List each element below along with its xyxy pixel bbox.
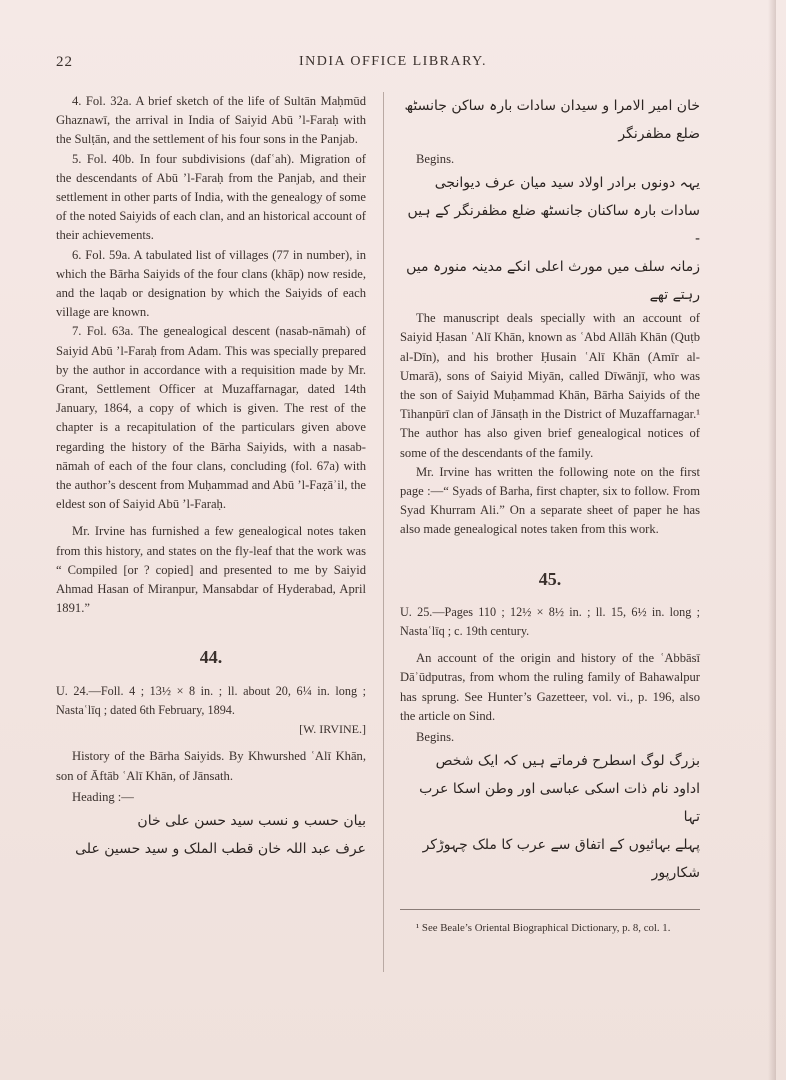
begins-label-1: Begins. <box>416 152 455 166</box>
right-column <box>400 92 700 936</box>
running-header <box>0 54 786 74</box>
item-5-paragraph: 5. Fol. 40b. In four subdivisions (dafʿah). Migration of the descendants of Abū ’l-Faraḥ from the Panjab, and their settlement in other parts of India, with the genealogy of some of the noted Saiyids of each clan, and an historical account of their achievements. <box>56 151 366 243</box>
catalog-line-u24: U. 24.—Foll. 4 ; 13½ × 8 in. ; ll. about 20, 6¼ in. long ; Nastaʿlīq ; dated 6th February, 1894. <box>56 683 366 717</box>
running-title: INDIA OFFICE LIBRARY. <box>299 54 487 69</box>
contributor-signature: [W. IRVINE.] <box>299 722 366 737</box>
entry-45-description: An account of the origin and history of the ʿAbbāsī Dāʾūdputras, from whom the ruling family of Bahawalpur has sprung. See Hunter’s Gazetteer, vol. vi., p. 196, also the article on Sind. <box>400 651 700 723</box>
item-6-paragraph: 6. Fol. 59a. A tabulated list of villages (77 in number), in which the Bārha Saiyids of the four clans (khāp) now reside, and the laqab or designation by which the Saiyids of each village are known. <box>56 247 366 320</box>
urdu-heading-line-2: عرف عبد اللہ خان قطب الملک و سید حسین علی <box>75 840 366 857</box>
urdu-heading-line-1: بیان حسب و نسب سید حسن علی خان <box>137 812 366 829</box>
begins-label-2: Begins. <box>416 730 455 745</box>
urdu-continued-line-1: خان امیر الامرا و سیدان سادات بارہ ساکن جانسٹھ <box>404 98 700 114</box>
entry-44-description: History of the Bārha Saiyids. By Khwurshed ʿAlī Khān, son of Āftāb ʿAlī Khān, of Jānsath. <box>56 749 366 783</box>
heading-label: Heading :— <box>72 789 134 804</box>
urdu-continued-line-2: ضلع مظفرنگر <box>618 126 700 142</box>
footnote: ¹ See Beale’s Oriental Biographical Dictionary, p. 8, col. 1. <box>416 922 671 935</box>
footnote-rule <box>400 909 700 910</box>
page-edge-shadow <box>768 0 776 1080</box>
item-7-paragraph: 7. Fol. 63a. The genealogical descent (nasab-nāmah) of Saiyid Abū ’l-Faraḥ from Adam. This was specially prepared by the author in accordance with a requisition made by Mr. Grant, Settlement Officer at Muzaffarnagar, dated 14th January, 1864, a copy of which is given. The rest of the chapter is a recapitulation of the particulars given above regarding the history of the Bārha Saiyids, with a nasab-nāmah of each of the four clans, concluding (fol. 67a) with the author’s descent from Muḥammad and Abū ’l-Faẓāʾil, the eldest son of Saiyid Abū ’l-Faraḥ. <box>56 324 366 512</box>
column-divider <box>383 92 384 972</box>
page-number: 22 <box>56 54 73 70</box>
urdu-begins-line-1: یہہ دونوں برادر اولاد سید میان عرف دیوانجی <box>434 175 700 192</box>
urdu-begins-line-4: رہتے تھے <box>649 287 700 304</box>
irvine-first-page-note: Mr. Irvine has written the following note on the first page :—“ Syads of Barha, first chapter, six to follow. From Syad Khurram Ali.” On a separate sheet of paper he has also made genealogical notes taken from this work. <box>400 464 700 537</box>
urdu-begins-line-3: زمانہ سلف میں مورث اعلی انکے مدینہ منورہ میں <box>406 259 700 276</box>
urdu-begins-line-2: سادات بارہ ساکنان جانسٹھ ضلع مظفرنگر کے ہیں - <box>407 203 700 248</box>
entry-number-44: 44. <box>199 647 223 668</box>
urdu-begins2-line-2: اداود نام ذات اسکی عباسی اور وطن اسکا عرب تہا <box>419 781 700 826</box>
left-column <box>56 92 366 863</box>
manuscript-account-paragraph: The manuscript deals specially with an account of Saiyid Ḥasan ʿAlī Khān, known as ʿAbd Allāh Khān (Quṭb al-Dīn), and his brother Ḥusain ʿAlī Khān (Amīr al-Umarā), sons of Saiyid Miyān, called Dīwānjī, who was the son of Saiyid Muḥammad Khān, Bārha Saiyids of the Tihanpūrī clan of Jānsaṭh in the District of Muzaffarnagar.¹ The author has also given brief genealogical notices of some of the descendants of the family. <box>400 311 700 460</box>
irvine-note-paragraph: Mr. Irvine has furnished a few genealogical notes taken from this history, and states on the fly-leaf that the work was “ Compiled [or ? copied] and presented to me by Saiyid Ahmad Hasan of Miranpur, Mansabdar of Hyderabad, April 1891.” <box>56 524 366 616</box>
urdu-begins2-line-3: پہلے بہائیوں کے اتفاق سے عرب کا ملک چہوڑکر شکارپور <box>422 837 700 882</box>
item-4-paragraph: 4. Fol. 32a. A brief sketch of the life of Sultān Maḥmūd Ghaznawī, the arrival in India of Saiyid Abū ’l-Faraḥ with the Sulṭān, and the settlement of his four sons in the Panjab. <box>56 94 366 147</box>
entry-number-45: 45. <box>538 568 562 589</box>
urdu-begins2-line-1: بزرگ لوگ اسطرح فرماتے ہیں کہ ایک شخص <box>435 753 700 770</box>
catalog-line-u25: U. 25.—Pages 110 ; 12½ × 8½ in. ; ll. 15, 6½ in. long ; Nastaʿlīq ; c. 19th century. <box>400 604 700 639</box>
